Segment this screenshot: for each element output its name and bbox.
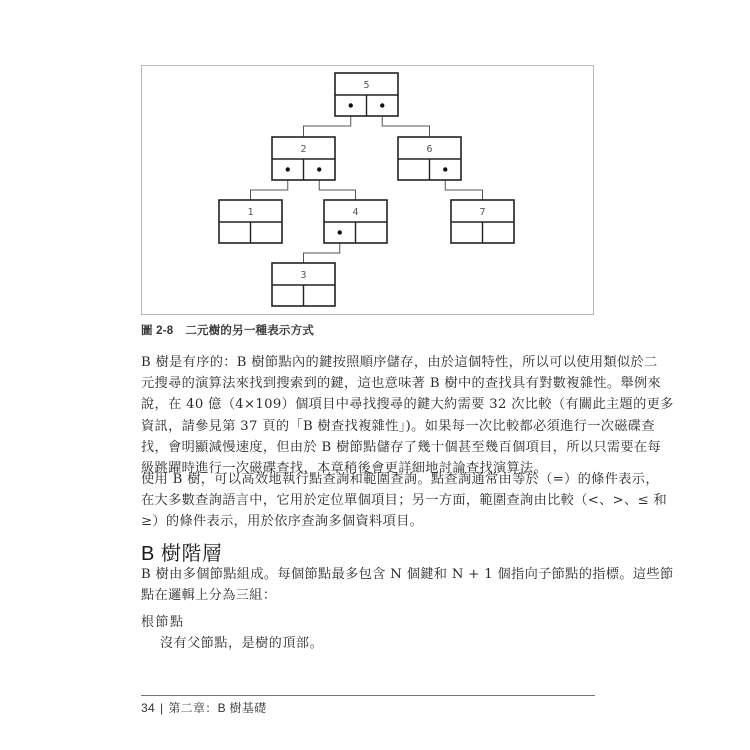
- paragraph-hierarchy: [141, 564, 674, 606]
- node-key-label: 2: [300, 144, 307, 155]
- tree-node-4: [324, 200, 387, 243]
- paragraph-line: 級跳躍時進行一次磁碟查找，本章稍後會更詳細地討論查找演算法。: [141, 461, 548, 477]
- tree-node-5: [335, 73, 398, 116]
- pointer-dot-icon: [338, 230, 342, 234]
- paragraph-line: ≥）的條件表示，用於依序查詢多個資料項目。: [141, 514, 424, 530]
- tree-node-6: [398, 137, 461, 180]
- figure-caption: [141, 322, 314, 338]
- paragraph-line: 在大多數查詢語言中，它用於定位單個項目；另一方面，範圍查詢由比較（<、>、≤ 和: [141, 493, 668, 509]
- paragraph-line: 說，在 40 億（4×109）個項目中尋找搜尋的鍵大約需要 32 次比較（有關此主題的更多: [141, 397, 674, 413]
- pointer-dot-icon: [317, 167, 321, 171]
- section-heading: B 樹階層: [141, 543, 223, 565]
- tree-node-1: [219, 200, 282, 243]
- tree-node-3: [272, 263, 335, 306]
- paragraph-line: 使用 B 樹，可以高效地執行點查詢和範圍查詢。點查詢通常由等於（=）的條件表示，: [141, 472, 659, 487]
- paragraph-line: B 樹是有序的：B 樹節點內的鍵按照順序儲存，由於這個特性，所以可以使用類似於二: [141, 355, 658, 370]
- chapter-title: 第二章：B 樹基礎: [168, 701, 267, 715]
- page-footer: [141, 699, 266, 716]
- paragraph-queries: [141, 469, 668, 533]
- footer-divider: [141, 695, 595, 696]
- node-key-label: 4: [352, 207, 359, 218]
- paragraph-line: 元搜尋的演算法來找到搜索到的鍵，這也意味著 B 樹中的查找具有對數複雜性。舉例來: [141, 376, 662, 392]
- node-key-label: 6: [426, 144, 433, 155]
- footer-separator: |: [159, 701, 164, 715]
- tree-node-7: [451, 200, 514, 243]
- definition-text: 沒有父節點，是樹的頂部。: [160, 636, 324, 651]
- node-key-label: 1: [247, 207, 254, 218]
- paragraph-ordering: [141, 352, 674, 479]
- figure-caption-text: 二元樹的另一種表示方式: [185, 325, 315, 337]
- pointer-dot-icon: [349, 103, 353, 107]
- paragraph-line: B 樹由多個節點組成。每個節點最多包含 N 個鍵和 N + 1 個指向子節點的指標。這些節: [141, 567, 674, 582]
- binary-tree-diagram: [0, 0, 750, 330]
- paragraph-line: 資訊，請參見第 37 頁的「B 樹查找複雜性」)。如果每一次比較都必須進行一次磁碟查: [141, 418, 655, 434]
- node-key-label: 7: [479, 207, 486, 218]
- pointer-dot-icon: [443, 167, 447, 171]
- pointer-dot-icon: [380, 103, 384, 107]
- paragraph-line: 點在邏輯上分為三組：: [141, 588, 277, 604]
- node-key-label: 3: [300, 270, 307, 281]
- pointer-dot-icon: [286, 167, 290, 171]
- definition-term: 根節點: [141, 615, 185, 630]
- node-key-label: 5: [363, 80, 370, 91]
- paragraph-line: 找，會明顯減慢速度，但由於 B 樹節點儲存了幾十個甚至幾百個項目，所以只需要在每: [141, 439, 662, 455]
- figure-caption-label: 圖 2-8: [141, 325, 174, 337]
- tree-node-2: [272, 137, 335, 180]
- page-number: 34: [141, 701, 155, 715]
